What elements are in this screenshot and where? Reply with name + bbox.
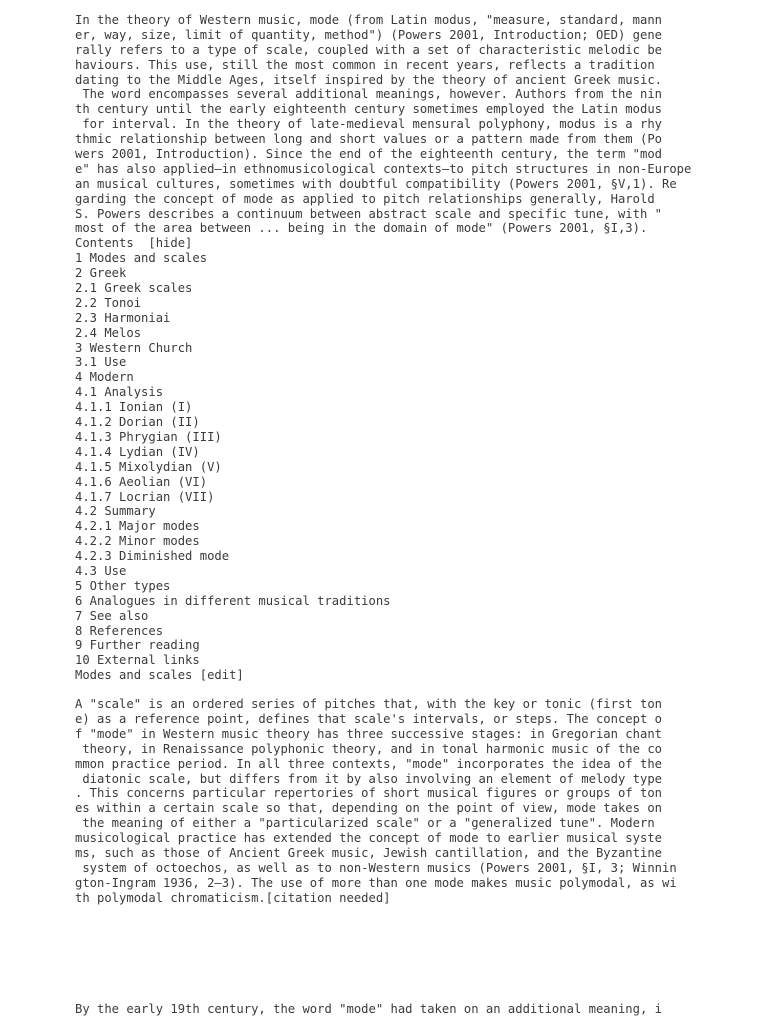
intro-paragraph xyxy=(75,13,715,236)
text-line: er, way, size, limit of quantity, method") (Powers 2001, Introduction; OED) gene xyxy=(75,27,662,42)
text-line: dating to the Middle Ages, itself inspired by the theory of ancient Greek music. xyxy=(75,72,662,87)
text-line: theory, in Renaissance polyphonic theory, and in tonal harmonic music of the co xyxy=(75,741,662,756)
section-heading[interactable]: Modes and scales [edit] xyxy=(75,668,244,683)
toc-item[interactable]: 4.2.2 Minor modes xyxy=(75,534,200,549)
spacer xyxy=(75,906,715,1002)
text-line: . This concerns particular repertories of short musical figures or groups of ton xyxy=(75,786,662,801)
toc-item[interactable]: 4 Modern xyxy=(75,370,134,385)
toc-item[interactable]: 4.1 Analysis xyxy=(75,385,164,400)
text-line: es within a certain scale so that, depending on the point of view, mode takes on xyxy=(75,801,662,816)
toc-item[interactable]: 6 Analogues in different musical traditions xyxy=(75,593,391,608)
toc-item[interactable]: 4.2 Summary xyxy=(75,504,156,519)
text-line: S. Powers describes a continuum between abstract scale and specific tune, with " xyxy=(75,206,662,221)
toc-item[interactable]: 4.2.3 Diminished mode xyxy=(75,549,230,564)
document-body xyxy=(75,13,715,1016)
text-line: musicological practice has extended the concept of mode to earlier musical syste xyxy=(75,831,662,846)
text-line: In the theory of Western music, mode (from Latin modus, "measure, standard, mann xyxy=(75,13,662,27)
text-line: wers 2001, Introduction). Since the end of the eighteenth century, the term "mod xyxy=(75,147,662,162)
text-line: haviours. This use, still the most common in recent years, reflects a tradition xyxy=(75,57,655,72)
text-line: A "scale" is an ordered series of pitches that, with the key or tonic (first ton xyxy=(75,697,662,712)
toc-item[interactable]: 4.1.2 Dorian (II) xyxy=(75,415,200,430)
text-line: e" has also applied—in ethnomusicological contexts—to pitch structures in non-Europe xyxy=(75,161,692,176)
text-line: most of the area between ... being in the domain of mode" (Powers 2001, §I,3). xyxy=(75,221,648,236)
text-line: diatonic scale, but differs from it by also involving an element of melody type xyxy=(75,771,662,786)
text-line: an musical cultures, sometimes with doubtful compatibility (Powers 2001, §V,1). Re xyxy=(75,176,677,191)
toc-item[interactable]: 4.1.7 Locrian (VII) xyxy=(75,489,215,504)
toc-item[interactable]: 2.4 Melos xyxy=(75,325,142,340)
toc-item[interactable]: 9 Further reading xyxy=(75,638,200,653)
toc-item[interactable]: 2.1 Greek scales xyxy=(75,281,193,296)
text-line: ms, such as those of Ancient Greek music, Jewish cantillation, and the Byzantine xyxy=(75,845,662,860)
text-line: By the early 19th century, the word "mode" had taken on an additional meaning, i xyxy=(75,1001,662,1016)
text-line: garding the concept of mode as applied to pitch relationships generally, Harold xyxy=(75,191,655,206)
toc-item[interactable]: 8 References xyxy=(75,623,164,638)
text-line: e) as a reference point, defines that scale's intervals, or steps. The concept o xyxy=(75,711,662,726)
toc-item[interactable]: 4.1.3 Phrygian (III) xyxy=(75,429,222,444)
toc-item[interactable]: 4.1.4 Lydian (IV) xyxy=(75,444,200,459)
text-line: The word encompasses several additional meanings, however. Authors from the nin xyxy=(75,87,662,102)
toc-item[interactable]: 7 See also xyxy=(75,608,149,623)
toc-item[interactable]: 2 Greek xyxy=(75,266,127,281)
contents-heading[interactable]: Contents [hide] xyxy=(75,236,193,251)
text-line: for interval. In the theory of late-medieval mensural polyphony, modus is a rhy xyxy=(75,117,662,132)
section-paragraph xyxy=(75,697,715,905)
toc-item[interactable]: 4.1.1 Ionian (I) xyxy=(75,400,193,415)
table-of-contents xyxy=(75,251,715,668)
text-line: gton-Ingram 1936, 2–3). The use of more than one mode makes music polymodal, as wi xyxy=(75,875,677,890)
text-line: mmon practice period. In all three contexts, "mode" incorporates the idea of the xyxy=(75,756,662,771)
text-line: system of octoechos, as well as to non-Western musics (Powers 2001, §I, 3; Winnin xyxy=(75,860,677,875)
toc-item[interactable]: 3.1 Use xyxy=(75,355,127,370)
toc-item[interactable]: 1 Modes and scales xyxy=(75,251,208,266)
toc-item[interactable]: 4.3 Use xyxy=(75,563,127,578)
text-line: rally refers to a type of scale, coupled with a set of characteristic melodic be xyxy=(75,42,662,57)
toc-item[interactable]: 4.1.5 Mixolydian (V) xyxy=(75,459,222,474)
text-line: thmic relationship between long and short values or a pattern made from them (Po xyxy=(75,132,662,147)
text-line: th century until the early eighteenth century sometimes employed the Latin modus xyxy=(75,102,662,117)
toc-item[interactable]: 4.1.6 Aeolian (VI) xyxy=(75,474,208,489)
toc-item[interactable]: 5 Other types xyxy=(75,578,171,593)
text-line: the meaning of either a "particularized scale" or a "generalized tune". Modern xyxy=(75,816,655,831)
toc-item[interactable]: 2.2 Tonoi xyxy=(75,295,142,310)
text-line: th polymodal chromaticism.[citation needed] xyxy=(75,890,391,905)
text-line: f "mode" in Western music theory has three successive stages: in Gregorian chant xyxy=(75,726,662,741)
toc-item[interactable]: 3 Western Church xyxy=(75,340,193,355)
toc-item[interactable]: 4.2.1 Major modes xyxy=(75,519,200,534)
toc-item[interactable]: 2.3 Harmoniai xyxy=(75,310,171,325)
toc-item[interactable]: 10 External links xyxy=(75,653,200,668)
spacer xyxy=(75,683,715,697)
